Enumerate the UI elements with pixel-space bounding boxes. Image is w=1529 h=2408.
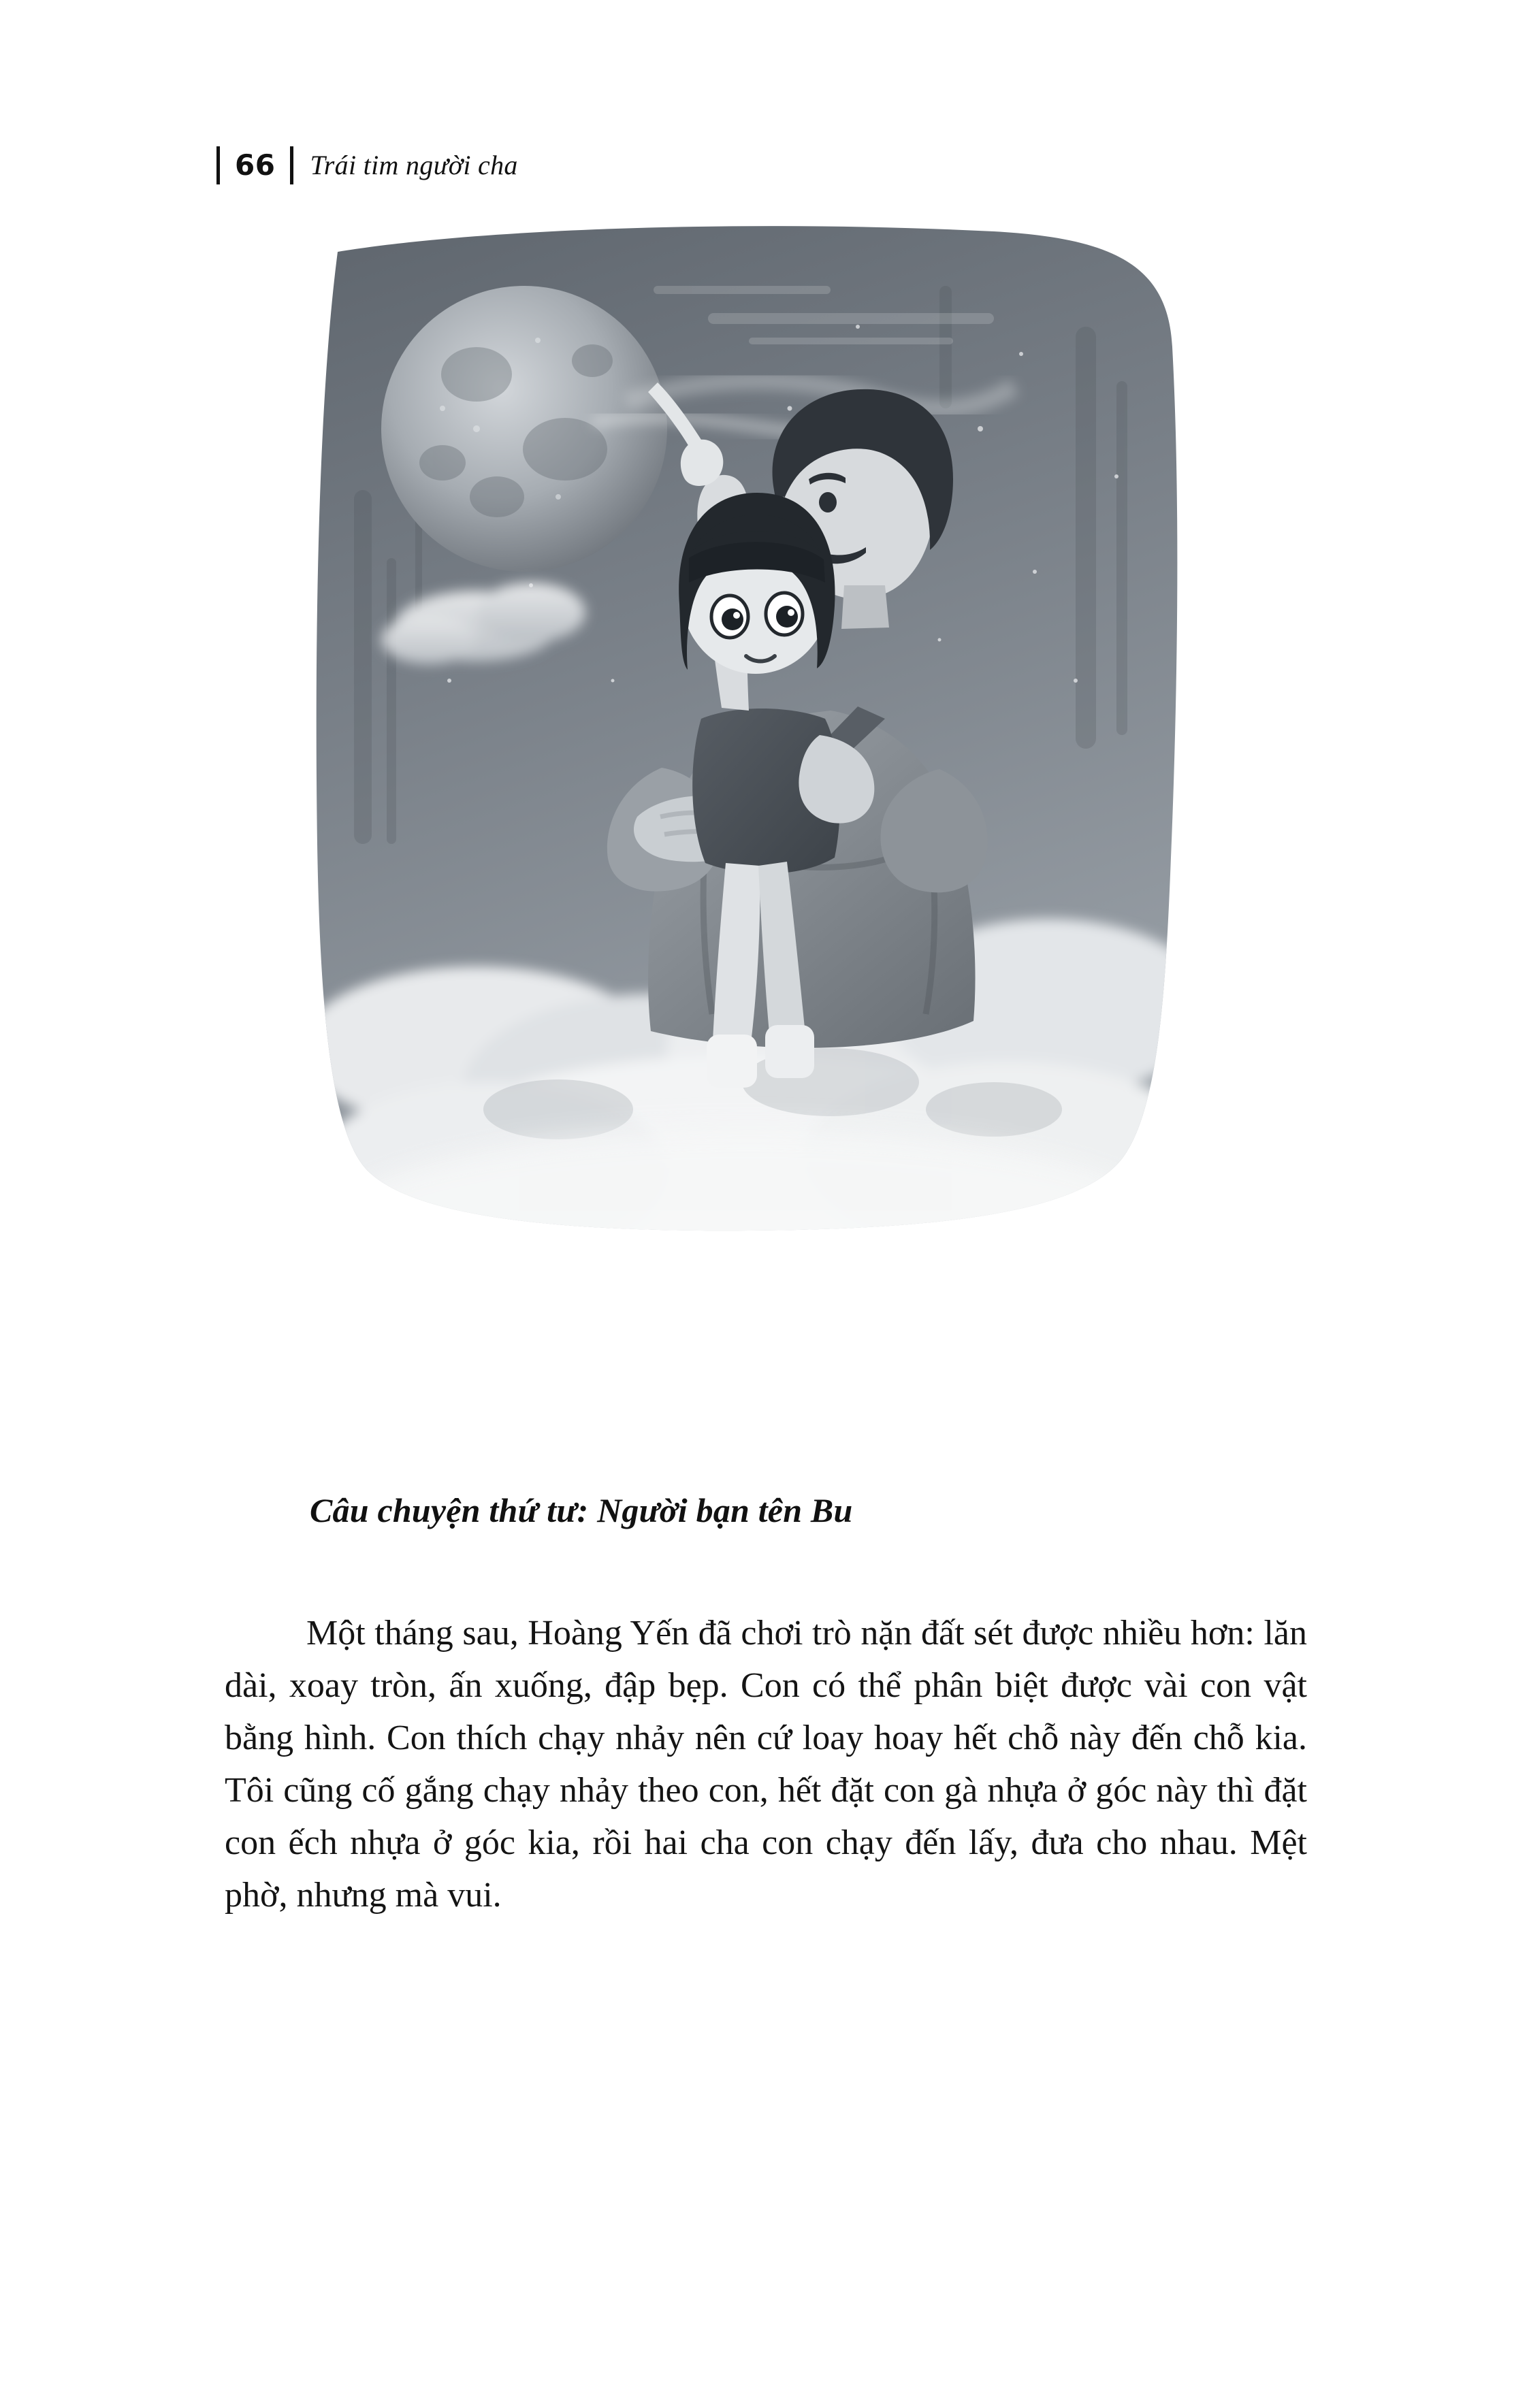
body-paragraph: Một tháng sau, Hoàng Yến đã chơi trò nặn đất sét được nhiều hơn: lăn dài, xoay tròn, ấn xuống, đập bẹp. Con có thể phân biệt được vài con vật bằng hình. Con thích chạy nhảy nên cứ loay hoay hết chỗ này đến chỗ kia. Tôi cũng cố gắng chạy nhảy theo con, hết đặt con gà nhựa ở góc này thì đặt con ếch nhựa ở góc kia, rồi hai cha con chạy đến lấy, đưa cho nhau. Mệt phờ, nhưng mà vui. (225, 1614, 1307, 1915)
page-number: 66 (235, 148, 276, 182)
illustration-artwork (272, 204, 1225, 1457)
chapter-illustration (272, 204, 1225, 1457)
running-title: Trái tim người cha (310, 150, 518, 180)
running-head (216, 142, 518, 189)
story-heading: Câu chuyện thứ tư: Người bạn tên Bu (310, 1491, 853, 1529)
moon-shape (381, 286, 667, 572)
illustration-sky (272, 204, 1225, 1320)
